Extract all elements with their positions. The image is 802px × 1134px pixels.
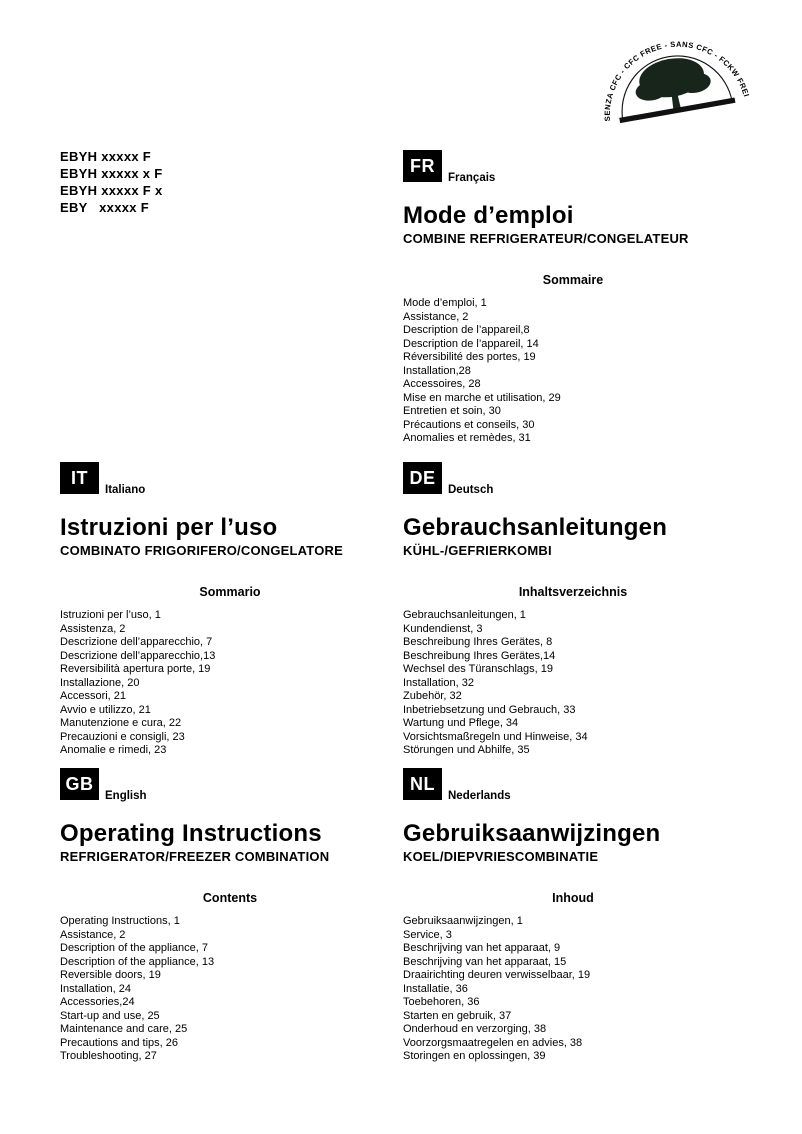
toc-list	[403, 609, 743, 758]
toc-entry: Installatie, 36	[403, 982, 468, 995]
badge-arc-text: SENZA CFC - CFC FREE - SANS CFC - FCKW FREI	[602, 39, 752, 122]
toc-entry: Anomalies et remèdes, 31	[403, 432, 531, 444]
cfc-free-badge-graphic	[589, 22, 755, 139]
toc-title: Inhoud	[552, 891, 594, 905]
toc-title: Inhaltsverzeichnis	[518, 585, 628, 599]
toc-entry: Accessoires, 28	[403, 378, 481, 390]
language-code-badge: IT	[60, 462, 99, 494]
toc-entry: Draairichting deuren verwisselbaar, 19	[403, 969, 591, 981]
toc-entry: Inbetriebsetzung und Gebrauch, 33	[403, 703, 576, 716]
toc-entry: Precauzioni e consigli, 23	[60, 730, 185, 743]
language-name: Français	[448, 172, 496, 184]
toc-entry: Avvio e utilizzo, 21	[60, 703, 151, 716]
language-code-badge: DE	[403, 462, 442, 494]
toc-list	[403, 915, 743, 1064]
toc-entry: Assistance, 2	[60, 928, 126, 941]
toc-list	[60, 609, 400, 758]
language-section-english	[60, 768, 400, 1064]
toc-entry: Reversible doors, 19	[60, 969, 161, 981]
toc-entry: Description de l’appareil, 14	[403, 337, 539, 350]
section-subtitle: COMBINATO FRIGORIFERO/CONGELATORE	[60, 543, 343, 558]
toc-entry: Accessori, 21	[60, 690, 127, 702]
toc-entry: Maintenance and care, 25	[60, 1023, 188, 1035]
language-code-badge: NL	[403, 768, 442, 800]
toc-entry: Mise en marche et utilisation, 29	[403, 391, 561, 404]
toc-entry: Onderhoud en verzorging, 38	[403, 1023, 547, 1035]
toc-entry: Accessories,24	[60, 996, 135, 1008]
section-subtitle: REFRIGERATOR/FREEZER COMBINATION	[60, 849, 330, 864]
toc-entry: Zubehör, 32	[403, 690, 462, 702]
section-title: Operating Instructions	[60, 820, 322, 847]
toc-title: Sommario	[199, 585, 261, 599]
toc-entry: Service, 3	[403, 928, 452, 941]
toc-entry: Voorzorgsmaatregelen en advies, 38	[403, 1036, 583, 1049]
toc-entry: Description de l’appareil,8	[403, 324, 530, 336]
language-name: English	[105, 790, 147, 802]
toc-entry: Storingen en oplossingen, 39	[403, 1050, 546, 1062]
section-title: Gebrauchsanleitungen	[403, 514, 668, 541]
toc-list	[403, 297, 743, 446]
toc-entry: Descrizione dell’apparecchio,13	[60, 649, 216, 662]
language-section-italiano	[60, 462, 400, 758]
toc-entry: Start-up and use, 25	[60, 1009, 160, 1022]
toc-entry: Toebehoren, 36	[403, 996, 480, 1008]
model-number: EBYH xxxxx F	[60, 149, 152, 164]
toc-entry: Installazione, 20	[60, 676, 140, 689]
toc-entry: Installation, 24	[60, 982, 131, 995]
model-number: EBY xxxxx F	[60, 200, 149, 215]
language-name: Nederlands	[448, 790, 511, 802]
toc-entry: Vorsichtsmaßregeln und Hinweise, 34	[403, 730, 588, 743]
toc-entry: Wartung und Pflege, 34	[403, 717, 519, 729]
model-number: EBYH xxxxx F x	[60, 183, 163, 198]
toc-entry: Störungen und Abhilfe, 35	[403, 744, 530, 756]
toc-entry: Troubleshooting, 27	[60, 1050, 157, 1062]
section-title: Gebruiksaanwijzingen	[403, 820, 661, 847]
toc-entry: Assistance, 2	[403, 310, 469, 323]
toc-title: Contents	[202, 891, 258, 905]
toc-list	[60, 915, 400, 1064]
toc-entry: Installation, 32	[403, 676, 474, 689]
language-tag	[403, 462, 743, 494]
model-number: EBYH xxxxx x F	[60, 166, 163, 181]
language-code-badge: GB	[60, 768, 99, 800]
cfc-free-badge	[589, 22, 755, 139]
toc-entry: Anomalie e rimedi, 23	[60, 744, 167, 756]
toc-entry: Precautions and tips, 26	[60, 1036, 179, 1049]
toc-entry: Description of the appliance, 13	[60, 955, 215, 968]
toc-entry: Installation,28	[403, 364, 471, 377]
toc-entry: Gebruiksaanwijzingen, 1	[403, 915, 523, 927]
toc-entry: Gebrauchsanleitungen, 1	[403, 609, 526, 621]
toc-entry: Description of the appliance, 7	[60, 942, 208, 954]
toc-entry: Réversibilité des portes, 19	[403, 351, 536, 363]
toc-entry: Beschrijving van het apparaat, 15	[403, 955, 567, 968]
toc-entry: Starten en gebruik, 37	[403, 1009, 512, 1022]
toc-entry: Istruzioni per l’uso, 1	[60, 609, 161, 621]
toc-entry: Reversibilità apertura porte, 19	[60, 663, 211, 675]
toc-title: Sommaire	[542, 273, 604, 287]
toc-entry: Beschrijving van het apparaat, 9	[403, 942, 561, 954]
language-code-badge: FR	[403, 150, 442, 182]
language-tag	[60, 462, 400, 494]
model-list	[60, 148, 162, 216]
section-title: Istruzioni per l’uso	[60, 514, 278, 541]
toc-entry: Beschreibung Ihres Gerätes, 8	[403, 636, 553, 648]
toc-entry: Manutenzione e cura, 22	[60, 717, 182, 729]
toc-entry: Mode d’emploi, 1	[403, 297, 487, 309]
toc-entry: Descrizione dell’apparecchio, 7	[60, 636, 213, 648]
toc-entry: Wechsel des Türanschlags, 19	[403, 663, 554, 675]
language-section-nederlands	[403, 768, 743, 1064]
section-title: Mode d’emploi	[403, 202, 574, 229]
language-tag	[403, 768, 743, 800]
language-tag	[403, 150, 743, 182]
language-tag	[60, 768, 400, 800]
toc-entry: Assistenza, 2	[60, 622, 126, 635]
toc-entry: Kundendienst, 3	[403, 622, 483, 635]
toc-entry: Précautions et conseils, 30	[403, 418, 535, 431]
language-name: Italiano	[105, 484, 146, 496]
section-subtitle: KOEL/DIEPVRIESCOMBINATIE	[403, 849, 599, 864]
section-subtitle: COMBINE REFRIGERATEUR/CONGELATEUR	[403, 231, 689, 246]
language-section-francais	[403, 150, 743, 446]
language-section-deutsch	[403, 462, 743, 758]
toc-entry: Beschreibung Ihres Gerätes,14	[403, 649, 556, 662]
section-subtitle: KÜHL-/GEFRIERKOMBI	[403, 543, 552, 558]
language-name: Deutsch	[448, 484, 494, 496]
toc-entry: Operating Instructions, 1	[60, 915, 180, 927]
toc-entry: Entretien et soin, 30	[403, 405, 501, 417]
